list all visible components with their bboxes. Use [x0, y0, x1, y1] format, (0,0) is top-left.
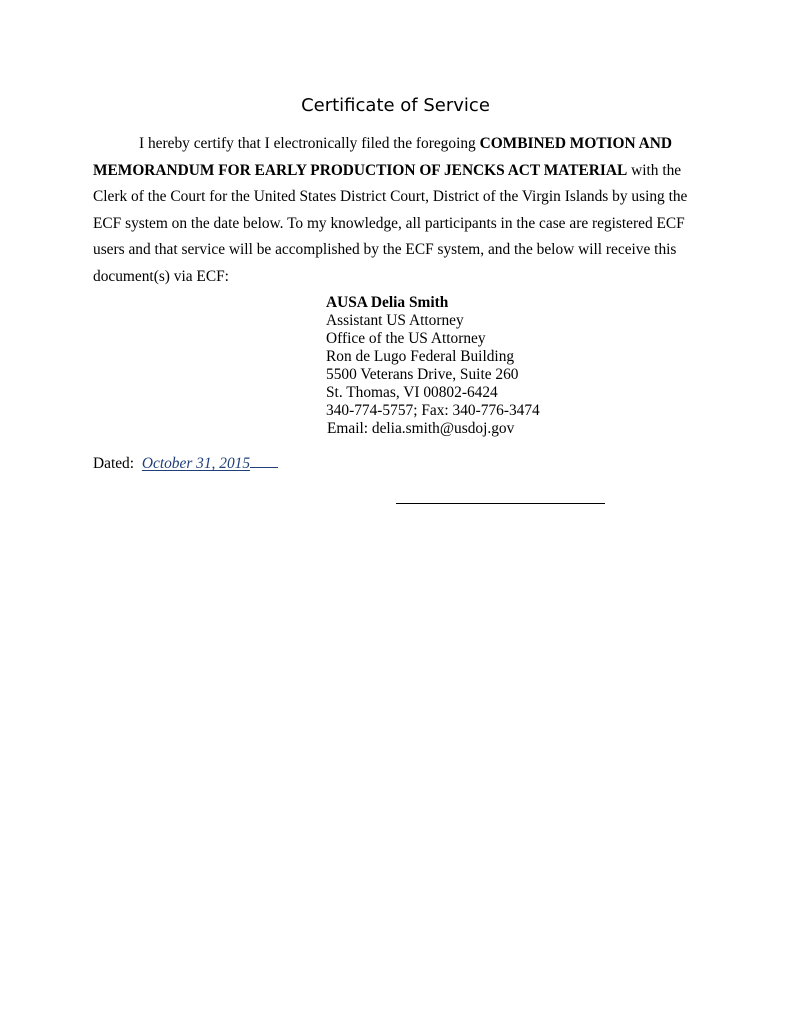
document-title: Certificate of Service — [301, 95, 490, 116]
recipient-office: Office of the US Attorney — [326, 330, 486, 347]
recipient-address-block — [326, 294, 626, 438]
dated-line — [93, 454, 278, 473]
motion-title: COMBINED MOTION AND MEMORANDUM FOR EARLY PRODUCTION OF JENCKS ACT MATERIAL — [93, 135, 672, 179]
dated-value[interactable]: October 31, 2015 — [141, 455, 251, 472]
signature-line — [396, 503, 605, 504]
paragraph-intro: I hereby certify that I electronically filed the foregoing — [139, 135, 480, 152]
recipient-city: St. Thomas, VI 00802-6424 — [326, 384, 498, 401]
recipient-email: Email: delia.smith@usdoj.gov — [327, 420, 515, 437]
date-underline — [250, 454, 278, 468]
paragraph-rest: with the Clerk of the Court for the United States District Court, District of the Virgin Islands by using the ECF system on the date below. To my knowledge, all participants in the case are registered ECF users and that service will be accomplished by the ECF system, and the below will receive this document(s) via ECF: — [93, 161, 688, 285]
dated-label: Dated: — [93, 455, 135, 472]
recipient-name: AUSA Delia Smith — [326, 294, 449, 311]
certification-paragraph — [93, 131, 699, 291]
recipient-street: 5500 Veterans Drive, Suite 260 — [326, 366, 519, 383]
recipient-building: Ron de Lugo Federal Building — [326, 348, 515, 365]
recipient-title: Assistant US Attorney — [326, 312, 464, 329]
recipient-phone: 340-774-5757; Fax: 340-776-3474 — [326, 402, 540, 419]
